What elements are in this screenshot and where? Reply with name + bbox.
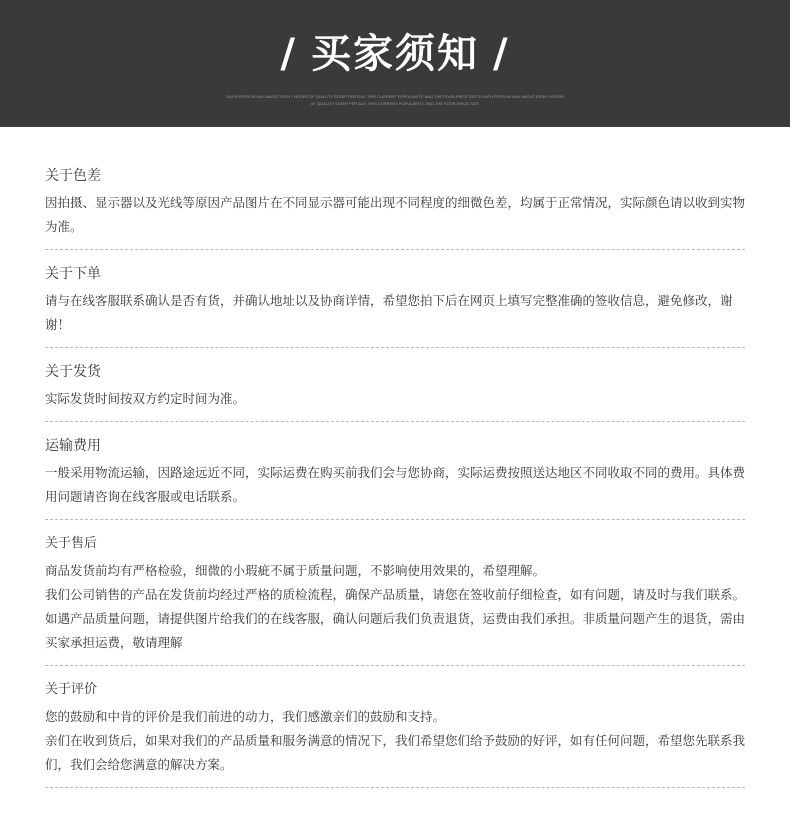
subtitle-line-1: EACH PERSON HAS ABOUT EIGHT HOURS OF QUALITY SLEEP PER DAY, THIS CURRENT POPULARITY, AND THE FOUR-PIECE SUITS EACH PERSON HAS ABOUT EIGHT HOURS <box>226 94 564 99</box>
section-paragraph: 请与在线客服联系确认是否有货，并确认地址以及协商详情，希望您拍下后在网页上填写完整准确的签收信息，避免修改，谢谢！ <box>45 293 733 332</box>
section-paragraph: 您的鼓励和中肯的评价是我们前进的动力，我们感激亲们的鼓励和支持。 <box>45 709 446 724</box>
title-right-slash: / <box>493 31 510 77</box>
section-heading: 运输费用 <box>45 438 101 454</box>
section-paragraph: 因拍摄、显示器以及光线等原因产品图片在不同显示器可能出现不同程度的细微色差，均属于正常情况，实际颜色请以收到实物为准。 <box>45 195 746 234</box>
page-title <box>0 28 790 80</box>
section-paragraph: 一般采用物流运输，因路途远近不同，实际运费在购买前我们会与您协商，实际运费按照送达地区不同收取不同的费用。具体费用问题请咨询在线客服或电话联系。 <box>45 465 746 504</box>
section-reviews <box>45 680 745 788</box>
title-text: 买家须知 <box>311 31 479 77</box>
section-freight-cost <box>45 436 745 520</box>
section-heading: 关于下单 <box>45 266 101 282</box>
section-shipping <box>45 362 745 422</box>
section-paragraph: 实际发货时间按双方约定时间为准。 <box>45 391 246 406</box>
section-heading: 关于售后 <box>45 536 98 551</box>
section-paragraph: 我们公司销售的产品在发货前均经过严格的质检流程，确保产品质量，请您在签收前仔细检查，如有问题，请及时与我们联系。 <box>45 587 746 602</box>
section-paragraph: 商品发货前均有严格检验，细微的小瑕疵不属于质量问题，不影响使用效果的，希望理解。 <box>45 563 546 578</box>
section-heading: 关于色差 <box>45 168 101 184</box>
title-left-slash: / <box>280 31 297 77</box>
section-after-sales <box>45 534 745 666</box>
section-heading: 关于评价 <box>45 682 98 697</box>
header-banner <box>0 0 790 127</box>
subtitle-line-2: OF QUALITY SLEEP PER DAY, THIS CURRENT POPULARITY, AND THE FOUR-PIECE SUIT. <box>310 101 480 106</box>
section-heading: 关于发货 <box>45 364 101 380</box>
section-paragraph: 如遇产品质量问题，请提供图片给我们的在线客服，确认问题后我们负责退货，运费由我们承担。非质量问题产生的退货，需由买家承担运费，敬请理解 <box>45 611 746 650</box>
notice-content <box>45 166 745 802</box>
section-color-difference <box>45 166 745 250</box>
section-ordering <box>45 264 745 348</box>
section-paragraph: 亲们在收到货后，如果对我们的产品质量和服务满意的情况下，我们希望您们给予鼓励的好评，如有任何问题，希望您先联系我们，我们会给您满意的解决方案。 <box>45 733 746 772</box>
